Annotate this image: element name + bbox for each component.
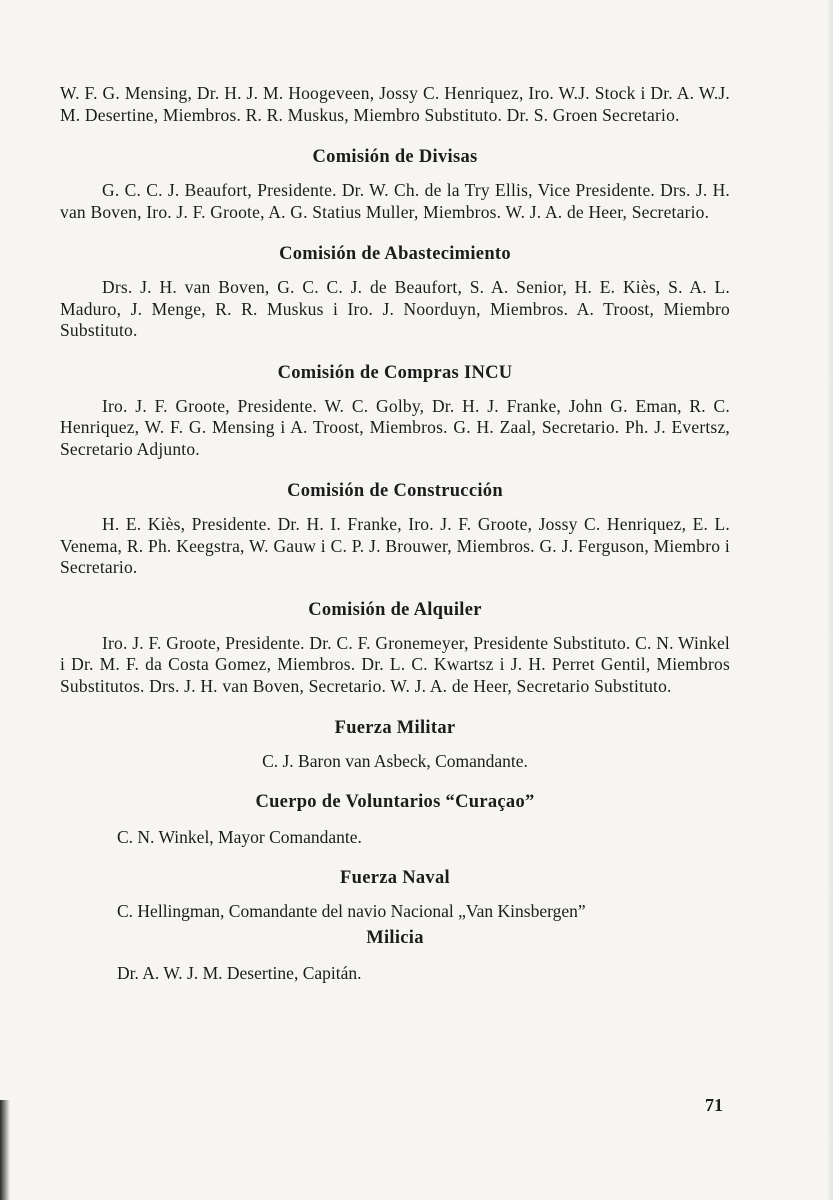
section-title-milicia: Milicia [366,928,424,948]
section-text-naval: C. Hellingman, Comandante del navio Nacional „Van Kinsbergen” [117,901,586,921]
section-title-construccion: Comisión de Construcción [287,481,503,501]
section-title-compras: Comisión de Compras INCU [277,362,513,383]
section-text-divisas: G. C. C. J. Beaufort, Presidente. Dr. W. Ch. de la Try Ellis, Vice Presidente. Drs. J. H. van Boven, Iro. J. F. Groote, A. G. Statius Muller, Miembros. W. J. A. de Heer, Secretario. [60,180,730,222]
section-text-alquiler: Iro. J. F. Groote, Presidente. Dr. C. F. Gronemeyer, Presidente Substituto. C. N. Winkel i Dr. M. F. da Costa Gomez, Miembros. Dr. L. C. Kwartsz i J. H. Perret Gentil, Miembros Substitutos. Drs. J. H. van Boven, Secretario. W. J. A. de Heer, Secretario Substituto. [60,632,730,696]
section-title-abastecimiento: Comisión de Abastecimiento [279,244,511,264]
binding-shadow [0,1100,10,1200]
section-text-compras: Iro. J. F. Groote, Presidente. W. C. Golby, Dr. H. J. Franke, John G. Eman, R. C. Henriquez, W. F. G. Mensing i A. Troost, Miembros. G. H. Zaal, Secretario. Ph. J. Evertsz, Secretario Adjunto. [60,395,730,459]
section-title-militar: Fuerza Militar [334,718,456,738]
section-title-alquiler: Comisión de Alquiler [308,599,482,620]
page-edge-shadow [827,0,833,1200]
section-title-voluntarios: Cuerpo de Voluntarios “Curaçao” [255,792,535,812]
section-text-milicia: Dr. A. W. J. M. Desertine, Capitán. [117,963,362,983]
section-title-naval: Fuerza Naval [340,868,450,888]
intro-paragraph: W. F. G. Mensing, Dr. H. J. M. Hoogeveen, Jossy C. Henriquez, Iro. W.J. Stock i Dr. A. W.J. M. Desertine, Miembros. R. R. Muskus, Miembro Substituto. Dr. S. Groen Secretario. [60,83,730,125]
section-text-construccion: H. E. Kiès, Presidente. Dr. H. I. Franke, Iro. J. F. Groote, Jossy C. Henriquez, E. L. Venema, R. Ph. Keegstra, W. Gauw i C. P. J. Brouwer, Miembros. G. J. Ferguson, Miembro i Secretario. [60,514,730,577]
page-number: 71 [705,1095,723,1115]
section-text-abastecimiento: Drs. J. H. van Boven, G. C. C. J. de Beaufort, S. A. Senior, H. E. Kiès, S. A. L. Maduro, J. Menge, R. R. Muskus i Iro. J. Noorduyn, Miembros. A. Troost, Miembro Substituto. [60,277,730,340]
page-content [60,83,730,984]
section-text-militar: C. J. Baron van Asbeck, Comandante. [262,751,528,771]
section-title-divisas: Comisión de Divisas [312,147,478,167]
section-text-voluntarios: C. N. Winkel, Mayor Comandante. [117,827,362,847]
